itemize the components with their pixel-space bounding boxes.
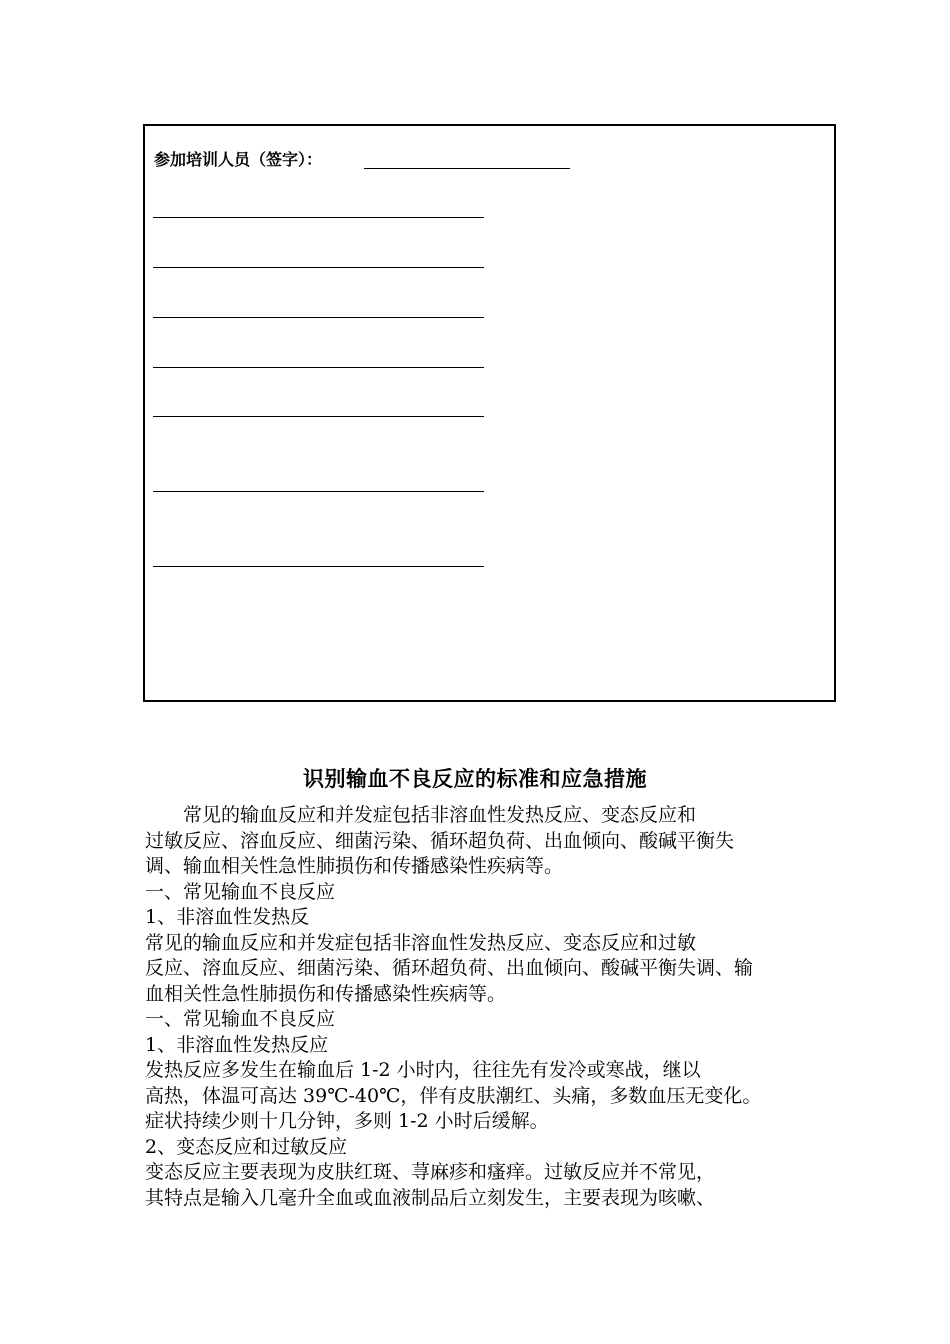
body-line: 症状持续少则十几分钟，多则 1-2 小时后缓解。: [145, 1110, 549, 1132]
body-line: 高热，体温可高达 39℃-40℃，伴有皮肤潮红、头痛，多数血压无变化。: [145, 1084, 762, 1107]
document-title: 识别输血不良反应的标准和应急措施: [303, 767, 647, 791]
body-line: 常见的输血反应和并发症包括非溶血性发热反应、变态反应和过敏: [145, 931, 697, 954]
body-line: 常见的输血反应和并发症包括非溶血性发热反应、变态反应和: [145, 804, 697, 826]
body-line: 调、输血相关性急性肺损伤和传播感染性疾病等。: [145, 855, 564, 877]
signature-line: [153, 267, 484, 268]
signature-line: [153, 317, 484, 318]
training-signature-box: [143, 124, 836, 702]
signature-line: [153, 217, 484, 218]
body-line: 其特点是输入几毫升全血或血液制品后立刻发生，主要表现为咳嗽、: [145, 1186, 716, 1209]
signature-line: [153, 566, 484, 567]
signature-line: [153, 491, 484, 492]
subsection-heading: 1、非溶血性发热反应: [145, 1033, 329, 1056]
body-line: 变态反应主要表现为皮肤红斑、荨麻疹和瘙痒。过敏反应并不常见，: [145, 1161, 716, 1183]
body-line: 反应、溶血反应、细菌污染、循环超负荷、出血倾向、酸碱平衡失调、输: [145, 957, 754, 979]
subsection-heading: 1、非溶血性发热反: [145, 906, 310, 928]
signature-line: [153, 367, 484, 368]
section-heading: 一、常见输血不良反应: [145, 1008, 336, 1030]
body-line: 血相关性急性肺损伤和传播感染性疾病等。: [145, 982, 507, 1005]
signature-label: 参加培训人员（签字）：: [154, 150, 323, 169]
section-heading: 一、常见输血不良反应: [145, 880, 336, 903]
signature-label-underline: [364, 168, 570, 169]
document-body: [145, 803, 811, 1211]
body-line: 发热反应多发生在输血后 1-2 小时内，往往先有发冷或寒战，继以: [145, 1059, 701, 1081]
body-line: 过敏反应、溶血反应、细菌污染、循环超负荷、出血倾向、酸碱平衡失: [145, 829, 735, 852]
signature-line: [153, 416, 484, 417]
subsection-heading: 2、变态反应和过敏反应: [145, 1135, 348, 1158]
